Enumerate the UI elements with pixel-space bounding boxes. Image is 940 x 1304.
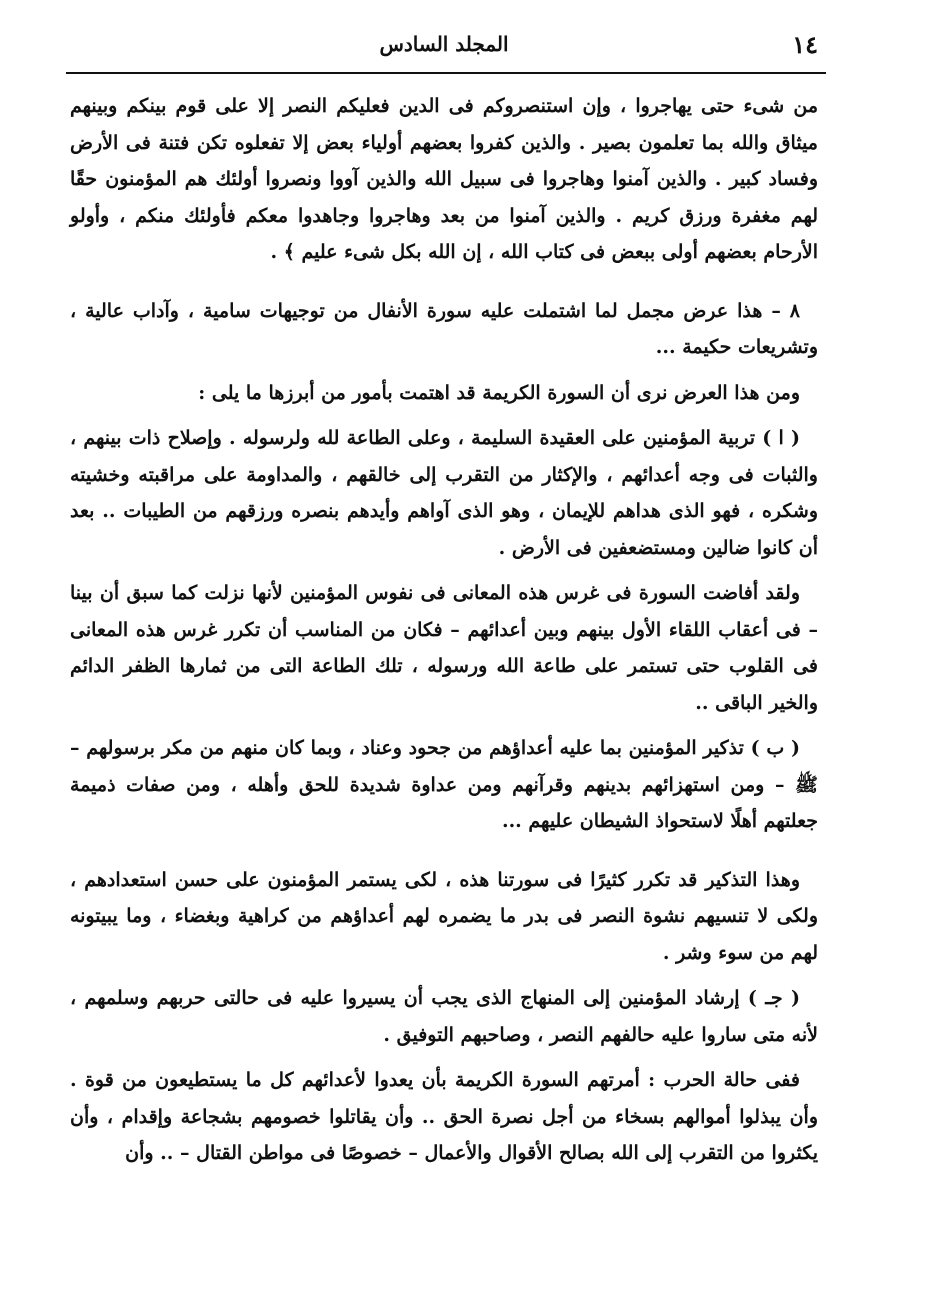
- paragraph-intro: ومن هذا العرض نرى أن السورة الكريمة قد اهتمت بأمور من أبرزها ما يلى :: [198, 381, 800, 404]
- paragraph-item-b-elaboration: وهذا التذكير قد تكرر كثيرًا فى سورتنا هذه ، لكى يستمر المؤمنون على حسن استعدادهم ، ولكى لا تنسيهم نشوة النصر فى بدر ما يضمره لهم أعداؤهم من كراهية وبغضاء ، وما يبيتونه لهم من سوء وشر .: [70, 868, 818, 964]
- paragraph-point-8: ٨ – هذا عرض مجمل لما اشتملت عليه سورة الأنفال من توجيهات سامية ، وآداب عالية ، وتشريعات حكيمة ...: [70, 299, 818, 358]
- paragraph-item-a-elaboration: ولقد أفاضت السورة فى غرس هذه المعانى فى نفوس المؤمنين لأنها نزلت كما سبق أن بينا – فى أعقاب اللقاء الأول بينهم وبين أعدائهم – فكان من المناسب أن تكرر غرس هذه المعانى فى القلوب حتى تستمر على طاعة الله ورسوله ، تلك الطاعة التى من ثمارها الظفر الدائم والخير الباقى ..: [70, 582, 818, 714]
- paragraph-item-a: ( ا ) تربية المؤمنين على العقيدة السليمة ، وعلى الطاعة لله ولرسوله . وإصلاح ذات بينهم ، والثبات فى وجه أعدائهم ، والإكثار من التقرب إلى خالقهم ، والمداومة على مراقبته وخشيته وشكره ، فهو الذى هداهم للإيمان ، وهو الذى آواهم وأيدهم بنصره ورزقهم من الطيبات .. بعد أن كانوا ضالين ومستضعفين فى الأرض .: [70, 427, 818, 559]
- paragraph-item-c: ( جـ ) إرشاد المؤمنين إلى المنهاج الذى يجب أن يسيروا عليه فى حالتى حربهم وسلمهم ، لأنه متى ساروا عليه حالفهم النصر ، وصاحبهم التوفيق .: [70, 987, 818, 1046]
- paragraph-war-guidance: ففى حالة الحرب : أمرتهم السورة الكريمة بأن يعدوا لأعدائهم كل ما يستطيعون من قوة . وأن يبذلوا أموالهم بسخاء من أجل نصرة الحق .. وأن يقاتلوا خصومهم بشجاعة وإقدام ، وأن يكثروا من التقرب إلى الله بصالح الأقوال والأعمال – خصوصًا فى مواطن القتال – .. وأن: [70, 1069, 818, 1164]
- body-text: [70, 88, 818, 1181]
- header-rule: [66, 72, 826, 74]
- paragraph-item-b: ( ب ) تذكير المؤمنين بما عليه أعداؤهم من جحود وعناد ، وبما كان منهم من مكر برسولهم – ﷺ – ومن استهزائهم بدينهم وقرآنهم ومن عداوة شديدة للحق وأهله ، ومن صفات ذميمة جعلتهم أهلًا لاستحواذ الشيطان عليهم ...: [70, 737, 818, 832]
- running-title: المجلد السادس: [379, 32, 509, 56]
- paragraph-verse-continuation: من شىء حتى يهاجروا ، وإن استنصروكم فى الدين فعليكم النصر إلا على قوم بينكم وبينهم ميثاق والله بما تعلمون بصير . والذين كفروا بعضهم أولياء بعض إلا تفعلوه تكن فتنة فى الأرض وفساد كبير . والذين آمنوا وهاجروا فى سبيل الله والذين آووا ونصروا أولئك هم المؤمنون حقًا لهم مغفرة ورزق كريم . والذين آمنوا من بعد وهاجروا وجاهدوا معكم فأولئك منكم ، وأولو الأرحام بعضهم أولى ببعض فى كتاب الله ، إن الله بكل شىء عليم ﴾ .: [70, 95, 818, 263]
- page-header: [64, 26, 824, 70]
- page-number: ١٤: [792, 30, 818, 59]
